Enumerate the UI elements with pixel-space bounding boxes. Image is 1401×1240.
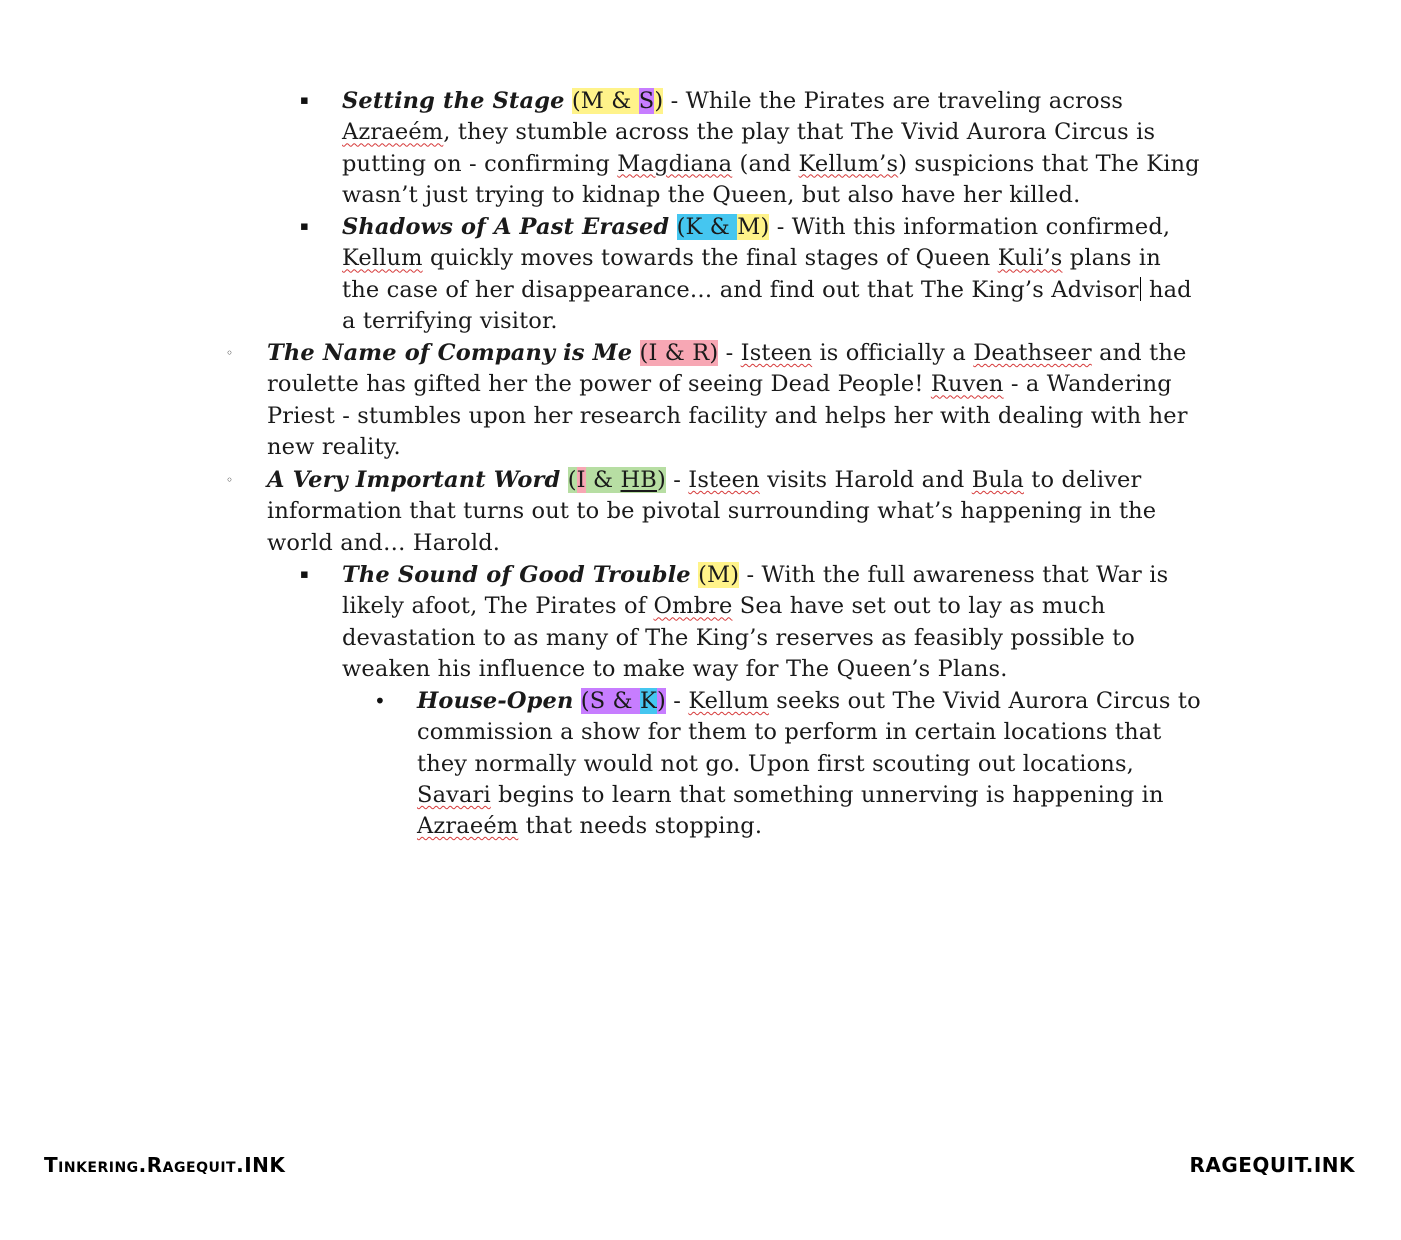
tag-highlight: ( [567, 467, 577, 493]
body-text: that needs stopping. [518, 813, 763, 840]
body-text: had a terrifying visitor. [342, 276, 1192, 334]
misspelled-word[interactable]: Isteen [740, 340, 813, 366]
list-item [342, 212, 1202, 337]
misspelled-word[interactable]: Kuli’s [997, 245, 1063, 272]
text-cursor [1140, 277, 1141, 301]
body-text: - With the full awareness that War is likely afoot, The Pirates of [342, 562, 1169, 620]
tag-highlight: & [585, 467, 621, 493]
misspelled-word[interactable]: Ruven [930, 371, 1004, 398]
list-item [267, 465, 1207, 559]
body-text: , they stumble across the play that The Vivid Aurora Circus is putting on - confirming [342, 119, 1156, 177]
body-text: seeks out The Vivid Aurora Circus to commission a show for them to perform in certain locations that they normally would not go. Upon first scouting out locations, [417, 688, 1201, 777]
tag-highlight: ) [654, 88, 664, 114]
misspelled-word[interactable]: Deathseer [973, 340, 1092, 366]
list-item [267, 338, 1207, 463]
tag-highlight: M) [737, 214, 770, 240]
body-text: - [665, 467, 689, 493]
list-item [342, 560, 1202, 685]
misspelled-word[interactable]: Kellum [688, 688, 769, 714]
tag-highlight: HB [620, 467, 657, 493]
misspelled-word[interactable]: Magdiana [617, 150, 733, 177]
list-item [417, 686, 1207, 842]
disc-bullet-icon: • [374, 689, 386, 713]
body-text: - a Wandering Priest - stumbles upon her research facility and helps her with dealing with her new reality. [267, 371, 1188, 460]
misspelled-word[interactable]: Ombre [653, 593, 733, 620]
entry-title: Setting the Stage [342, 88, 565, 114]
misspelled-word[interactable]: Savari [417, 781, 491, 808]
misspelled-word[interactable]: Azraeém [417, 813, 519, 840]
entry-title: Shadows of A Past Erased [342, 214, 670, 240]
tag-highlight: (S & [580, 688, 641, 714]
square-bullet-icon: ▪ [300, 93, 309, 108]
entry-title: House-Open [417, 688, 574, 714]
tag-highlight: ) [657, 688, 666, 714]
body-text: begins to learn that something unnerving is happening in [490, 781, 1164, 808]
entry-title: A Very Important Word [267, 467, 561, 493]
misspelled-word[interactable]: Bula [971, 467, 1024, 493]
body-text: ) suspicions that The King wasn’t just trying to kidnap the Queen, but also have her killed. [342, 150, 1200, 208]
misspelled-word[interactable]: Isteen [688, 467, 760, 493]
body-text: and the roulette has gifted her the power of seeing Dead People! [267, 340, 1187, 398]
footer-right-link[interactable]: RAGEQUIT.INK [1189, 1153, 1355, 1177]
tag-highlight: (M & [571, 88, 639, 114]
list-item [342, 86, 1202, 211]
body-text: Sea have set out to lay as much devastation to as many of The King’s reserves as feasibly possible to weaken his influence to make way for The Queen’s Plans. [342, 593, 1136, 682]
misspelled-word[interactable]: Kellum [342, 245, 423, 272]
body-text: plans in the case of her disappearance… and find out that The King’s Advisor [342, 245, 1161, 303]
body-text: - With this information confirmed, [769, 214, 1171, 240]
body-text: (and [732, 150, 799, 177]
misspelled-word[interactable]: Kellum’s [798, 150, 899, 177]
misspelled-word[interactable]: Azraeém [342, 119, 444, 146]
body-text: quickly moves towards the final stages of Queen [422, 245, 998, 272]
tag-highlight: S [638, 88, 655, 114]
entry-title: The Sound of Good Trouble [342, 562, 691, 588]
circle-bullet-icon: ◦ [226, 346, 234, 360]
tag-highlight: ) [656, 467, 666, 493]
body-text: to deliver information that turns out to be pivotal surrounding what’s happening in the world and… Harold. [267, 467, 1157, 556]
tag-highlight: K [640, 688, 658, 714]
body-text: - [665, 688, 689, 714]
body-text: visits Harold and [759, 467, 972, 493]
body-text: is officially a [812, 340, 974, 366]
circle-bullet-icon: ◦ [226, 473, 234, 487]
body-text: - [718, 340, 741, 366]
tag-highlight: (I & R) [639, 340, 719, 366]
tag-highlight: (M) [698, 562, 740, 588]
square-bullet-icon: ▪ [300, 567, 309, 582]
entry-title: The Name of Company is Me [267, 340, 633, 366]
tag-highlight: (K & [676, 214, 738, 240]
tag-highlight: I [576, 467, 586, 493]
square-bullet-icon: ▪ [300, 219, 309, 234]
body-text: - While the Pirates are traveling across [663, 88, 1124, 114]
footer-left-link[interactable]: Tinkering.Ragequit.INK [44, 1153, 286, 1177]
